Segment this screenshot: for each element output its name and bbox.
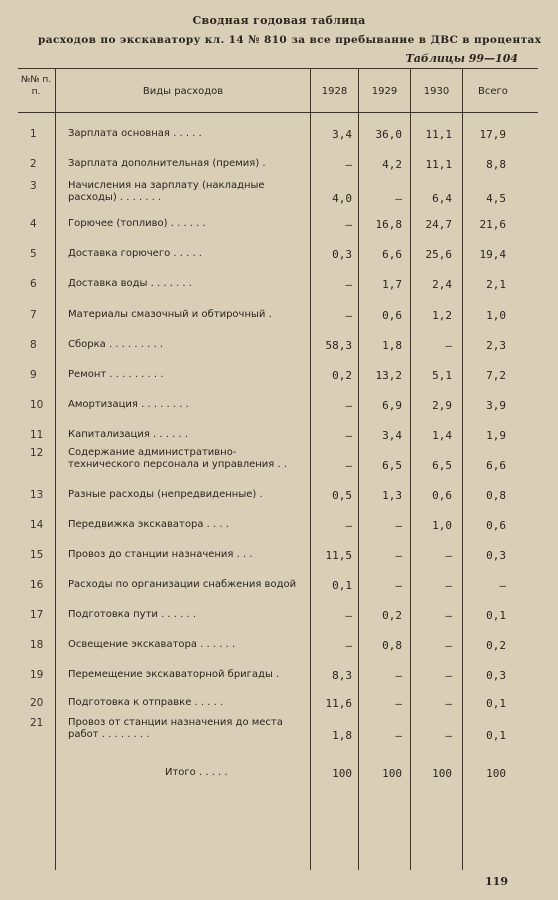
- row-value-1928: 0,1: [332, 579, 352, 592]
- row-value-1930: 6,4: [432, 192, 452, 205]
- row-expense-name: Разные расходы (непредвиденные) .: [68, 489, 263, 500]
- row-value-1930: 25,6: [425, 248, 452, 261]
- row-number: 10: [30, 399, 44, 411]
- row-value-1930: 11,1: [425, 128, 452, 141]
- row-value-1930: 5,1: [432, 369, 452, 382]
- row-value-1930: —: [445, 579, 452, 592]
- row-value-1930: 1,2: [432, 309, 452, 322]
- column-header-1930: 1930: [423, 86, 450, 97]
- row-expense-name: Ремонт . . . . . . . . .: [68, 369, 164, 380]
- page-number: 119: [485, 875, 508, 888]
- row-number: 21: [30, 717, 44, 729]
- row-value-total: 0,3: [486, 549, 506, 562]
- row-value-1928: 3,4: [332, 128, 352, 141]
- row-expense-name: Подготовка пути . . . . . .: [68, 609, 197, 620]
- row-value-total: —: [499, 579, 506, 592]
- row-expense-name: Начисления на зарплату (накладные расходы) . . . . . . .: [68, 180, 265, 203]
- table-reference: Таблицы 99—104: [405, 52, 518, 65]
- row-value-1929: 36,0: [375, 128, 402, 141]
- row-value-1930: 0,6: [432, 489, 452, 502]
- row-value-1928: 0,3: [332, 248, 352, 261]
- row-value-1929: 13,2: [375, 369, 402, 382]
- row-value-total: 7,2: [486, 369, 506, 382]
- row-value-1928: 0,2: [332, 369, 352, 382]
- row-value-1928: 11,5: [325, 549, 352, 562]
- row-value-1928: —: [345, 218, 352, 231]
- row-value-1929: —: [395, 697, 402, 710]
- row-value-1928: —: [345, 639, 352, 652]
- row-value-1929: 6,5: [382, 459, 402, 472]
- row-number: 14: [30, 519, 44, 531]
- total-1928: 100: [332, 767, 352, 780]
- row-value-1929: 0,6: [382, 309, 402, 322]
- row-expense-name: Сборка . . . . . . . . .: [68, 339, 163, 350]
- row-value-1929: —: [395, 519, 402, 532]
- row-number: 20: [30, 697, 44, 709]
- row-value-1929: —: [395, 549, 402, 562]
- row-value-1930: 1,4: [432, 429, 452, 442]
- row-expense-name: Амортизация . . . . . . . .: [68, 399, 189, 410]
- row-value-1928: 1,8: [332, 729, 352, 742]
- row-number: 19: [30, 669, 44, 681]
- row-value-total: 17,9: [479, 128, 506, 141]
- total-1930: 100: [432, 767, 452, 780]
- row-value-1928: 8,3: [332, 669, 352, 682]
- row-value-1928: —: [345, 459, 352, 472]
- row-value-1929: —: [395, 669, 402, 682]
- column-divider: [310, 68, 311, 870]
- row-value-1928: —: [345, 278, 352, 291]
- row-expense-name: Капитализация . . . . . .: [68, 429, 189, 440]
- column-header-total: Всего: [478, 86, 508, 97]
- row-number: 7: [30, 309, 37, 321]
- row-value-1928: 4,0: [332, 192, 352, 205]
- total-all: 100: [486, 767, 506, 780]
- row-value-1930: —: [445, 609, 452, 622]
- row-value-1930: 24,7: [425, 218, 452, 231]
- row-value-1930: —: [445, 669, 452, 682]
- row-number: 2: [30, 158, 37, 170]
- row-expense-name: Провоз до станции назначения . . .: [68, 549, 253, 560]
- row-value-1929: 1,7: [382, 278, 402, 291]
- row-value-1929: 6,9: [382, 399, 402, 412]
- row-value-total: 0,1: [486, 697, 506, 710]
- row-number: 12: [30, 447, 44, 459]
- row-expense-name: Зарплата основная . . . . .: [68, 128, 202, 139]
- row-expense-name: Зарплата дополнительная (премия) .: [68, 158, 266, 169]
- header-top-rule: [18, 68, 538, 69]
- row-number: 13: [30, 489, 44, 501]
- row-value-1928: —: [345, 609, 352, 622]
- row-expense-name: Освещение экскаватора . . . . . .: [68, 639, 236, 650]
- row-value-1929: —: [395, 192, 402, 205]
- row-value-1930: —: [445, 549, 452, 562]
- row-number: 5: [30, 248, 37, 260]
- total-row-label: Итого . . . . .: [165, 767, 228, 778]
- row-value-1928: —: [345, 519, 352, 532]
- row-value-1930: 11,1: [425, 158, 452, 171]
- column-header-num: №№ п. п.: [20, 75, 52, 97]
- row-value-1928: —: [345, 399, 352, 412]
- row-expense-name: Перемещение экскаваторной бригады .: [68, 669, 280, 680]
- row-value-1929: 6,6: [382, 248, 402, 261]
- row-value-total: 0,3: [486, 669, 506, 682]
- row-expense-name: Доставка горючего . . . . .: [68, 248, 202, 259]
- column-header-name: Виды расходов: [142, 86, 224, 97]
- row-value-total: 2,1: [486, 278, 506, 291]
- row-value-1929: 0,8: [382, 639, 402, 652]
- row-value-1928: 0,5: [332, 489, 352, 502]
- row-value-1928: 11,6: [325, 697, 352, 710]
- row-number: 6: [30, 278, 37, 290]
- row-expense-name: Горючее (топливо) . . . . . .: [68, 218, 206, 229]
- row-number: 15: [30, 549, 44, 561]
- row-value-1929: 0,2: [382, 609, 402, 622]
- row-value-total: 0,2: [486, 639, 506, 652]
- row-value-total: 1,0: [486, 309, 506, 322]
- row-value-1930: —: [445, 697, 452, 710]
- row-number: 17: [30, 609, 44, 621]
- row-value-1930: —: [445, 639, 452, 652]
- row-value-1929: 1,8: [382, 339, 402, 352]
- row-value-total: 3,9: [486, 399, 506, 412]
- row-value-total: 0,1: [486, 609, 506, 622]
- column-header-1929: 1929: [371, 86, 398, 97]
- row-value-total: 0,1: [486, 729, 506, 742]
- row-value-total: 0,8: [486, 489, 506, 502]
- total-1929: 100: [382, 767, 402, 780]
- row-value-1928: —: [345, 429, 352, 442]
- row-value-1928: —: [345, 309, 352, 322]
- row-number: 16: [30, 579, 44, 591]
- row-number: 1: [30, 128, 37, 140]
- row-expense-name: Содержание административно-технического персонала и управления . .: [68, 447, 288, 470]
- row-value-1929: 16,8: [375, 218, 402, 231]
- row-value-total: 21,6: [479, 218, 506, 231]
- row-value-total: 19,4: [479, 248, 506, 261]
- row-value-1930: 2,4: [432, 278, 452, 291]
- row-value-1930: —: [445, 729, 452, 742]
- row-expense-name: Материалы смазочный и обтирочный .: [68, 309, 272, 320]
- row-value-1930: 6,5: [432, 459, 452, 472]
- row-number: 11: [30, 429, 44, 441]
- row-number: 4: [30, 218, 37, 230]
- row-expense-name: Передвижка экскаватора . . . .: [68, 519, 229, 530]
- row-value-total: 2,3: [486, 339, 506, 352]
- row-expense-name: Расходы по организации снабжения водой: [68, 579, 297, 590]
- row-value-1929: 4,2: [382, 158, 402, 171]
- column-divider: [358, 68, 359, 870]
- row-value-1929: 3,4: [382, 429, 402, 442]
- row-value-total: 4,5: [486, 192, 506, 205]
- table-subtitle: расходов по экскаватору кл. 14 № 810 за все пребывание в ДВС в процентах: [38, 34, 542, 46]
- column-divider: [462, 68, 463, 870]
- row-expense-name: Провоз от станции назначения до места работ . . . . . . . .: [68, 717, 283, 740]
- row-value-1930: —: [445, 339, 452, 352]
- row-number: 8: [30, 339, 37, 351]
- column-divider: [410, 68, 411, 870]
- row-value-1929: 1,3: [382, 489, 402, 502]
- column-header-1928: 1928: [321, 86, 348, 97]
- row-value-1930: 2,9: [432, 399, 452, 412]
- row-value-total: 1,9: [486, 429, 506, 442]
- row-number: 3: [30, 180, 37, 192]
- header-bottom-rule: [18, 112, 538, 113]
- row-value-1928: —: [345, 158, 352, 171]
- row-value-1930: 1,0: [432, 519, 452, 532]
- row-value-total: 6,6: [486, 459, 506, 472]
- row-number: 18: [30, 639, 44, 651]
- row-value-1929: —: [395, 729, 402, 742]
- table-title: Сводная годовая таблица: [192, 14, 366, 27]
- row-expense-name: Подготовка к отправке . . . . .: [68, 697, 224, 708]
- row-value-total: 8,8: [486, 158, 506, 171]
- row-value-1928: 58,3: [325, 339, 352, 352]
- row-expense-name: Доставка воды . . . . . . .: [68, 278, 192, 289]
- row-value-1929: —: [395, 579, 402, 592]
- row-number: 9: [30, 369, 37, 381]
- row-value-total: 0,6: [486, 519, 506, 532]
